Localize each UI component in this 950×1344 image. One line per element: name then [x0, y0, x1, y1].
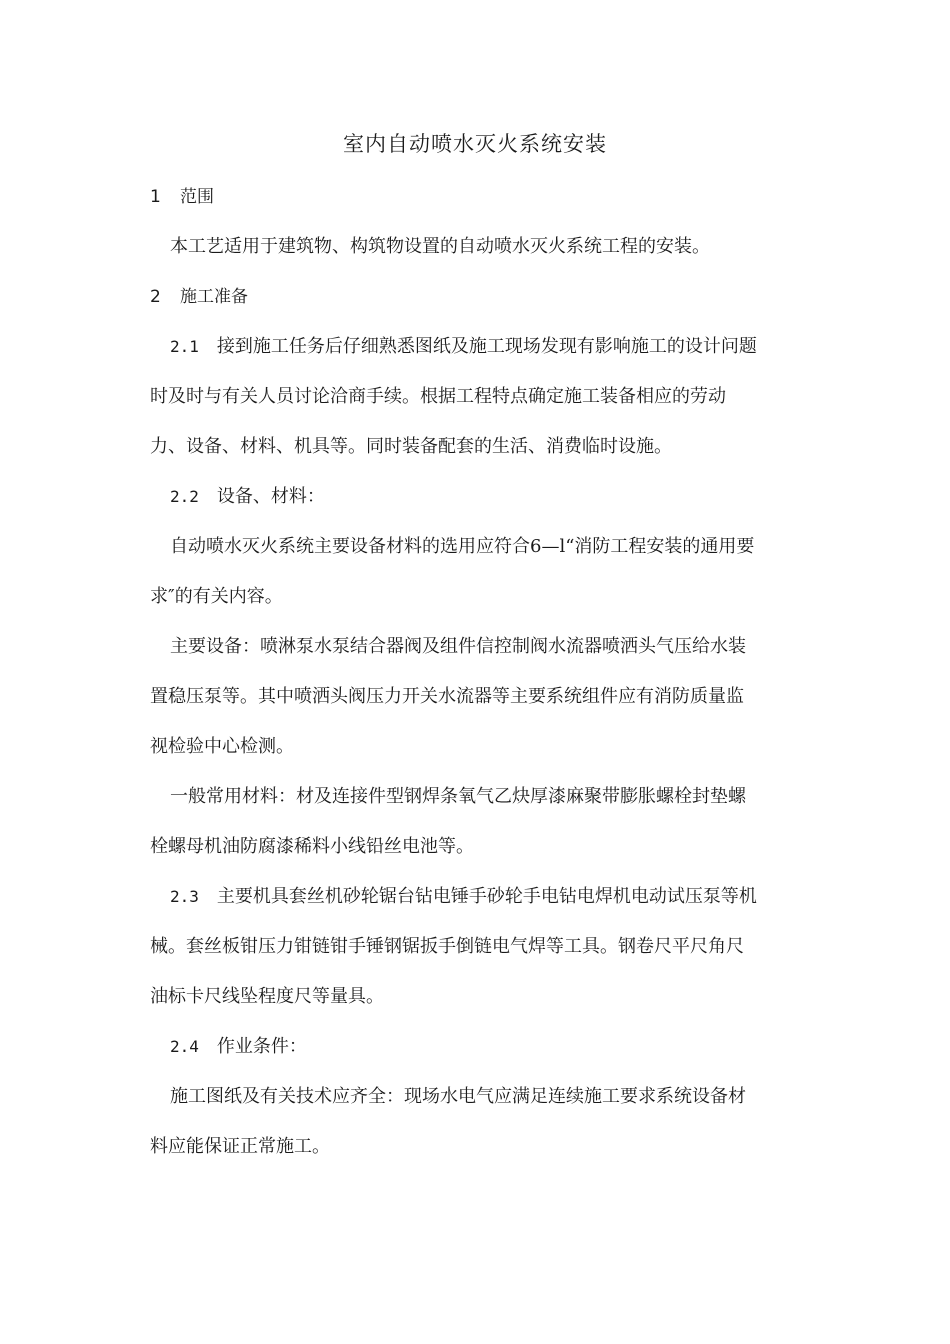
section-1-heading: [150, 184, 800, 210]
paragraph-line: 械。套丝板钳压力钳链钳手锤钢锯扳手倒链电气焊等工具。钢卷尺平尺角尺: [150, 936, 744, 957]
clause-number: 2.2: [170, 487, 199, 506]
paragraph-line: 置稳压泵等。其中喷洒头阀压力开关水流器等主要系统组件应有消防质量监: [150, 686, 744, 707]
paragraph-2-2-line: [170, 484, 820, 510]
document-title: 室内自动喷水灭火系统安装: [343, 132, 607, 156]
clause-number: 2.4: [170, 1037, 199, 1056]
paragraph-line: 栓螺母机油防腐漆稀料小线铅丝电池等。: [150, 836, 474, 857]
line-text: 作业条件：: [216, 1036, 307, 1057]
section-title: 范围: [180, 187, 214, 207]
paragraph-line: 主要设备：喷淋泵水泵结合器阀及组件信控制阀水流器喷洒头气压给水装: [170, 636, 746, 657]
paragraph-2-1-line: [170, 334, 820, 360]
line-text: 设备、材料：: [216, 486, 325, 507]
section-title: 施工准备: [180, 287, 248, 307]
paragraph-line: 油标卡尺线坠程度尺等量具。: [150, 986, 384, 1007]
paragraph-line: 时及时与有关人员讨论洽商手续。根据工程特点确定施工装备相应的劳动: [150, 386, 726, 407]
paragraph-line: 自动喷水灭火系统主要设备材料的选用应符合6—l“消防工程安装的通用要: [170, 536, 755, 557]
clause-number: 2.1: [170, 337, 199, 356]
line-text: 主要机具套丝机砂轮锯台钻电锤手砂轮手电钻电焊机电动试压泵等机: [216, 886, 757, 907]
paragraph-line: 求″的有关内容。: [150, 586, 283, 607]
paragraph-line: 施工图纸及有关技术应齐全：现场水电气应满足连续施工要求系统设备材: [170, 1086, 746, 1107]
section-2-heading: [150, 284, 800, 310]
paragraph-line: 力、设备、材料、机具等。同时装备配套的生活、消费临时设施。: [150, 436, 672, 457]
paragraph-line: 一般常用材料：材及连接件型钢焊条氧气乙炔厚漆麻聚带膨胀螺栓封垫螺: [170, 786, 746, 807]
line-text: 接到施工任务后仔细熟悉图纸及施工现场发现有影响施工的设计问题: [216, 336, 757, 357]
paragraph-line: 视检验中心检测。: [150, 736, 294, 757]
paragraph: 本工艺适用于建筑物、构筑物设置的自动喷水灭火系统工程的安装。: [170, 236, 710, 257]
paragraph-line: 料应能保证正常施工。: [150, 1136, 330, 1157]
section-number: 2: [150, 287, 161, 307]
paragraph-2-4-line: [170, 1034, 820, 1060]
clause-number: 2.3: [170, 887, 199, 906]
paragraph-2-3-line: [170, 884, 820, 910]
section-number: 1: [150, 187, 161, 207]
